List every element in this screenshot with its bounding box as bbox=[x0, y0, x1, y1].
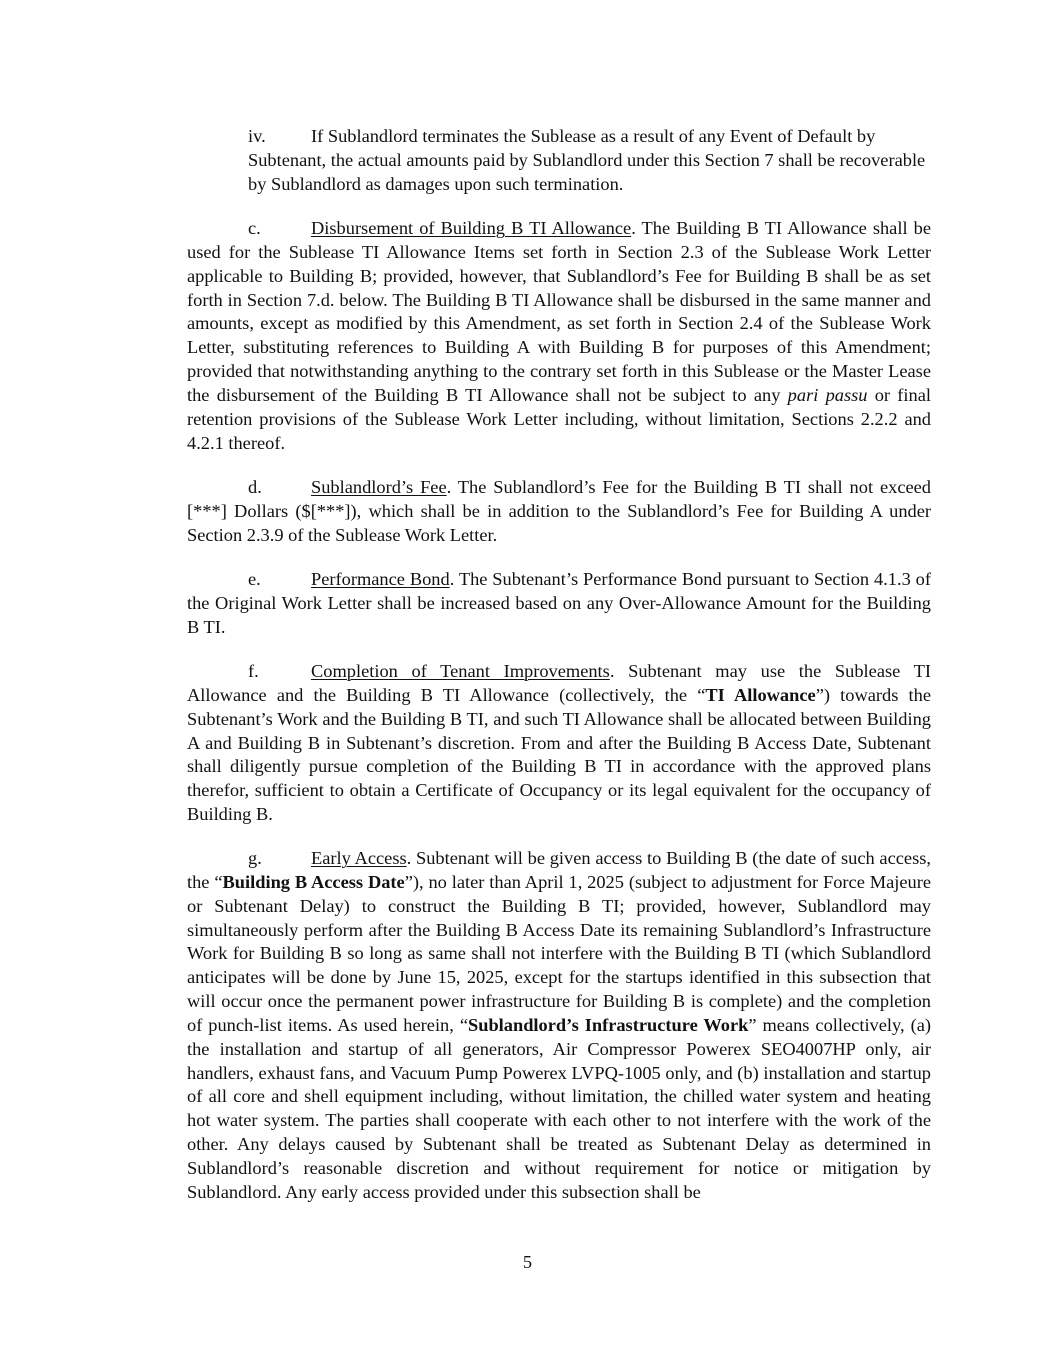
italic-term: pari passu bbox=[787, 384, 868, 405]
paragraph-g bbox=[187, 847, 931, 1205]
paragraph-f bbox=[187, 660, 931, 827]
defined-term: TI Allowance bbox=[705, 684, 816, 705]
paragraph-text: ”) towards the Subtenant’s Work and the Building B TI, and such TI Allowance shall be allocated between Building A and Building B in Subtenant’s discretion. From and after the Building B Access Date, Subtenant shall diligently pursue completion of the Building B TI in accordance with the approved plans therefor, sufficient to obtain a Certificate of Occupancy or its legal equivalent for the occupancy of Building B. bbox=[187, 684, 931, 825]
paragraph-iv bbox=[248, 125, 931, 197]
paragraph-marker: f. bbox=[248, 661, 259, 681]
paragraph-marker: g. bbox=[248, 848, 262, 868]
section-heading: Disbursement of Building B TI Allowance bbox=[311, 218, 632, 238]
section-heading: Sublandlord’s Fee bbox=[311, 477, 447, 497]
paragraph-marker: c. bbox=[248, 218, 261, 238]
paragraph-text: . The Building B TI Allowance shall be used for the Sublease TI Allowance Items set forth in Section 2.3 of the Sublease Work Letter applicable to Building B; provided, however, that Sublandlord’s Fee for Building B shall be as set forth in Section 7.d. below. The Building B TI Allowance shall be disbursed in the same manner and amounts, except as modified by this Amendment, as set forth in Section 2.4 of the Sublease Work Letter, substituting references to Building A with Building B for purposes of this Amendment; provided that notwithstanding anything to the contrary set forth in this Sublease or the Master Lease the disbursement of the Building B TI Allowance shall not be subject to any bbox=[187, 218, 931, 405]
defined-term: Sublandlord’s Infrastructure Work bbox=[467, 1014, 749, 1035]
paragraph-text: ”), no later than April 1, 2025 (subject to adjustment for Force Majeure or Subtenant Delay) to construct the Building B TI; provided, however, Sublandlord may simultaneously perform after the Building B Access Date its remaining Sublandlord’s Infrastructure Work for Building B so long as same shall not interfere with the Building B TI (which Sublandlord anticipates will be done by June 15, 2025, except for the startups identified in this subsection that will occur once the permanent power infrastructure for Building B is complete) and the completion of punch-list items. As used herein, “ bbox=[187, 871, 932, 1035]
paragraph-text: or final retention provisions of the Sublease Work Letter including, without limitation, Sections 2.2.2 and 4.2.1 thereof. bbox=[187, 384, 932, 453]
section-heading: Early Access bbox=[311, 848, 407, 868]
section-heading: Completion of Tenant Improvements bbox=[311, 661, 610, 681]
defined-term: Building B Access Date bbox=[222, 871, 405, 892]
paragraph-text: ” means collectively, (a) the installation and startup of all generators, Air Compressor Powerex SEO4007HP only, air handlers, exhaust fans, and Vacuum Pump Powerex LVPQ-1005 only, and (b) installation and startup of all core and shell equipment including, without limitation, the chilled water system and heating hot water system. The parties shall cooperate with each other to not interfere with the work of the other. Any delays caused by Subtenant shall be treated as Subtenant Delay as determined in Sublandlord’s reasonable discretion and without requirement for notice or mitigation by Sublandlord. Any early access provided under this subsection shall be bbox=[187, 1014, 931, 1202]
page-number: 5 bbox=[522, 1252, 533, 1272]
paragraph-text: . Subtenant may use the Sublease TI Allowance and the Building B TI Allowance (collectively, the “ bbox=[187, 661, 931, 705]
paragraph-text: . The Subtenant’s Performance Bond pursuant to Section 4.1.3 of the Original Work Letter shall be increased based on any Over-Allowance Amount for the Building B TI. bbox=[187, 569, 931, 637]
paragraph-d bbox=[187, 476, 931, 548]
section-heading: Performance Bond bbox=[311, 569, 450, 589]
paragraph-text: . The Sublandlord’s Fee for the Building B TI shall not exceed [***] Dollars ($[***]), which shall be in addition to the Sublandlord’s Fee for Building A under Section 2.3.9 of the Sublease Work Letter. bbox=[187, 477, 932, 545]
paragraph-marker: e. bbox=[248, 569, 261, 589]
paragraph-c bbox=[187, 217, 931, 455]
paragraph-marker: d. bbox=[248, 477, 262, 497]
paragraph-e bbox=[187, 568, 931, 640]
paragraph-marker: iv. bbox=[248, 126, 266, 146]
paragraph-text: If Sublandlord terminates the Sublease as a result of any Event of Default by Subtenant, the actual amounts paid by Sublandlord under this Section 7 shall be recoverable by Sublandlord as damages upon such termination. bbox=[248, 126, 926, 194]
paragraph-text: . Subtenant will be given access to Building B (the date of such access, the “ bbox=[187, 848, 931, 892]
